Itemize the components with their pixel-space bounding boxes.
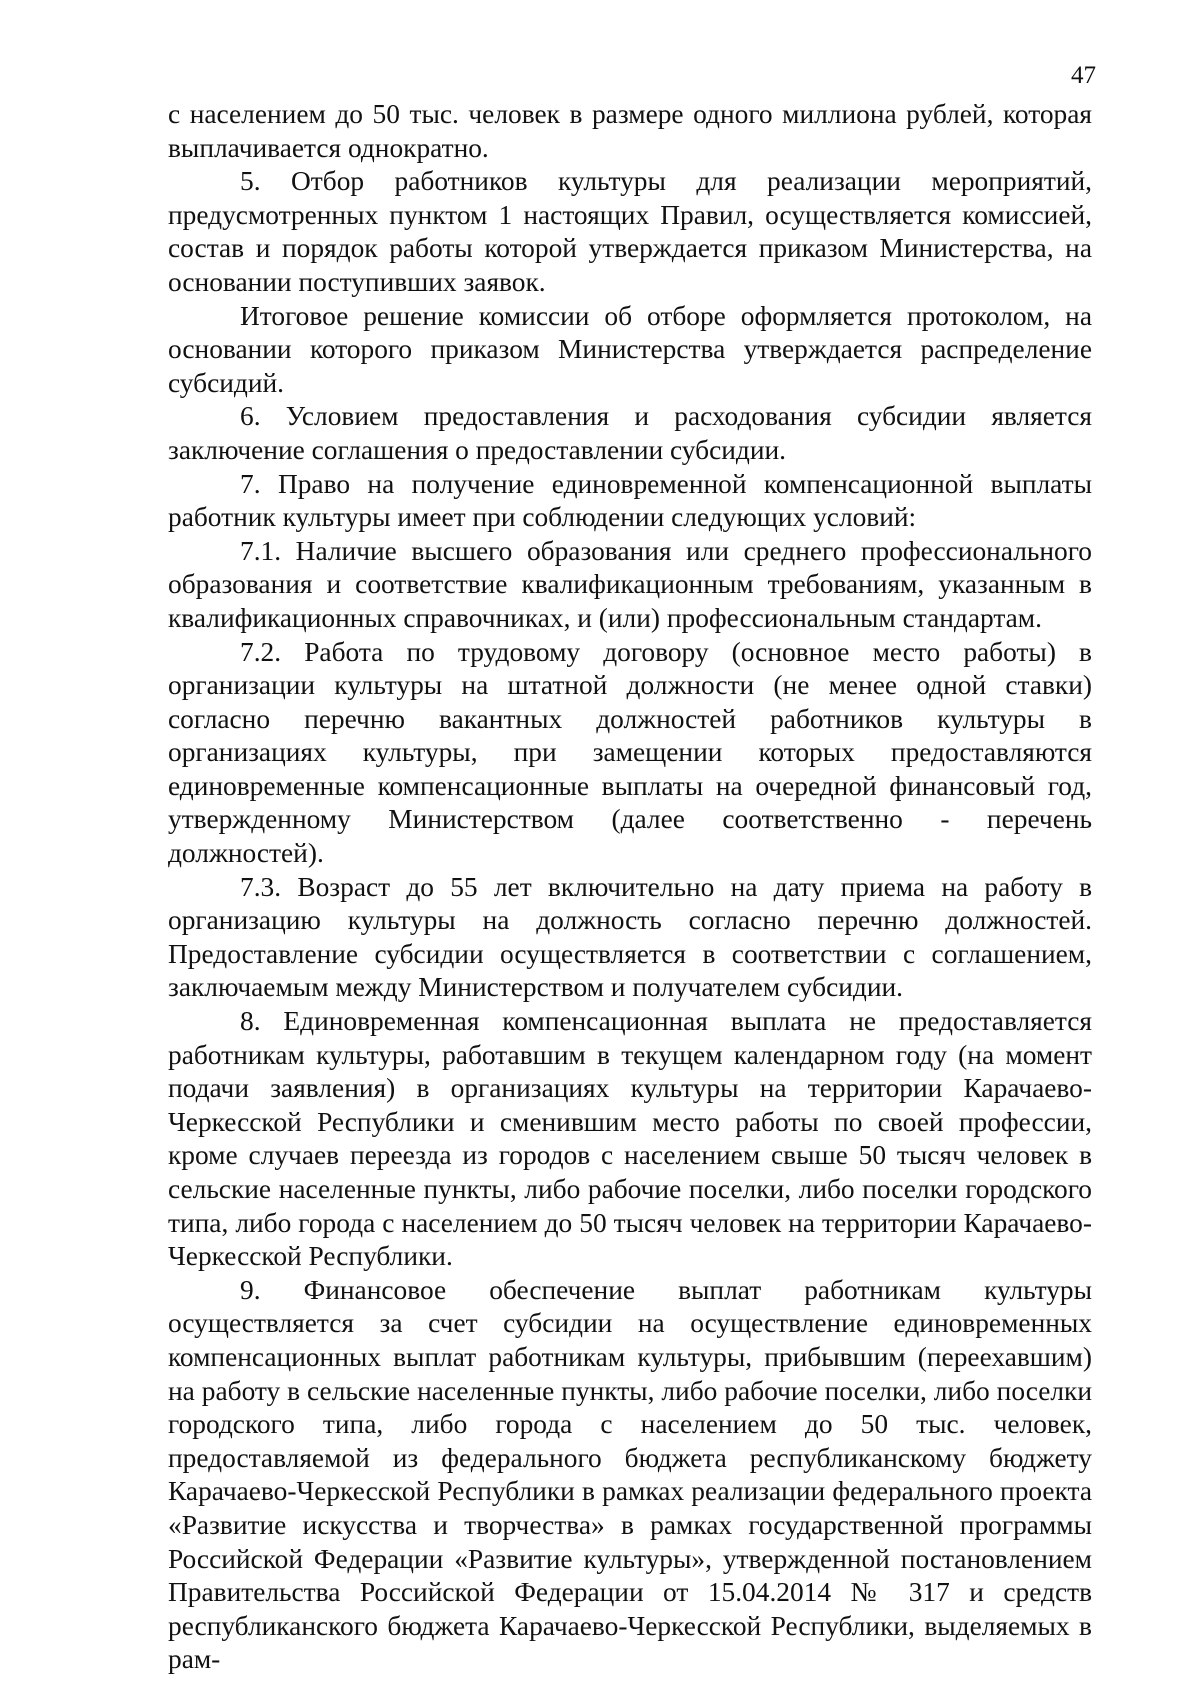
document-body: [168, 98, 1092, 1677]
paragraph-item-8: 8. Единовременная компенсационная выплата не предоставляется работникам культуры, работавшим в текущем календарном году (на момент подачи заявления) в организациях культуры на территории Карачаево-Черкесской Республики и сменившим место работы по своей профессии, кроме случаев переезда из городов с населением свыше 50 тысяч человек в сельские населенные пункты, либо рабочие поселки, либо поселки городского типа, либо города с населением до 50 тысяч человек на территории Карачаево-Черкесской Республики.: [168, 1006, 1092, 1272]
paragraph-item-9: 9. Финансовое обеспечение выплат работникам культуры осуществляется за счет субсидии на осуществление единовременных компенсационных выплат работникам культуры, прибывшим (переехавшим) на работу в сельские населенные пункты, либо рабочие поселки, либо поселки городского типа, либо города с населением до 50 тыс. человек, предоставляемой из федерального бюджета республиканскому бюджету Карачаево-Черкесской Республики в рамках реализации федерального проекта «Развитие искусства и творчества» в рамках государственной программы Российской Федерации «Развитие культуры», утвержденной постановлением Правительства Российской Федерации от 15.04.2014 № 317 и средств республиканского бюджета Карачаево-Черкесской Республики, выделяемых в рам-: [168, 1274, 1092, 1675]
paragraph-item-5: 5. Отбор работников культуры для реализации мероприятий, предусмотренных пунктом 1 настоящих Правил, осуществляется комиссией, состав и порядок работы которой утверждается приказом Министерства, на основании поступивших заявок.: [168, 166, 1092, 297]
paragraph-item-7-2: 7.2. Работа по трудовому договору (основное место работы) в организации культуры на штатной должности (не менее одной ставки) согласно перечню вакантных должностей работников культуры в организациях культуры, при замещении которых предоставляются единовременные компенсационные выплаты на очередной финансовый год, утвержденному Министерством (далее соответственно - перечень должностей).: [168, 636, 1092, 869]
paragraph-item-6: 6. Условием предоставления и расходования субсидии является заключение соглашения о предоставлении субсидии.: [168, 401, 1092, 465]
paragraph-item-7: 7. Право на получение единовременной компенсационной выплаты работник культуры имеет при соблюдении следующих условий:: [168, 468, 1092, 533]
paragraph-item-7-1: 7.1. Наличие высшего образования или среднего профессионального образования и соответствие квалификационным требованиям, указанным в квалификационных справочниках, и (или) профессиональным стандартам.: [168, 535, 1092, 633]
paragraph-item-7-3: 7.3. Возраст до 55 лет включительно на дату приема на работу в организацию культуры на должность согласно перечню должностей. Предоставление субсидии осуществляется в соответствии с соглашением, заключаемым между Министерством и получателем субсидии.: [168, 871, 1092, 1003]
paragraph-item-5-result: Итоговое решение комиссии об отборе оформляется протоколом, на основании которого приказом Министерства утверждается распределение субсидий.: [168, 300, 1092, 398]
page-number: 47: [1071, 62, 1096, 89]
paragraph-continuation: с населением до 50 тыс. человек в размере одного миллиона рублей, которая выплачивается однократно.: [168, 99, 1092, 163]
